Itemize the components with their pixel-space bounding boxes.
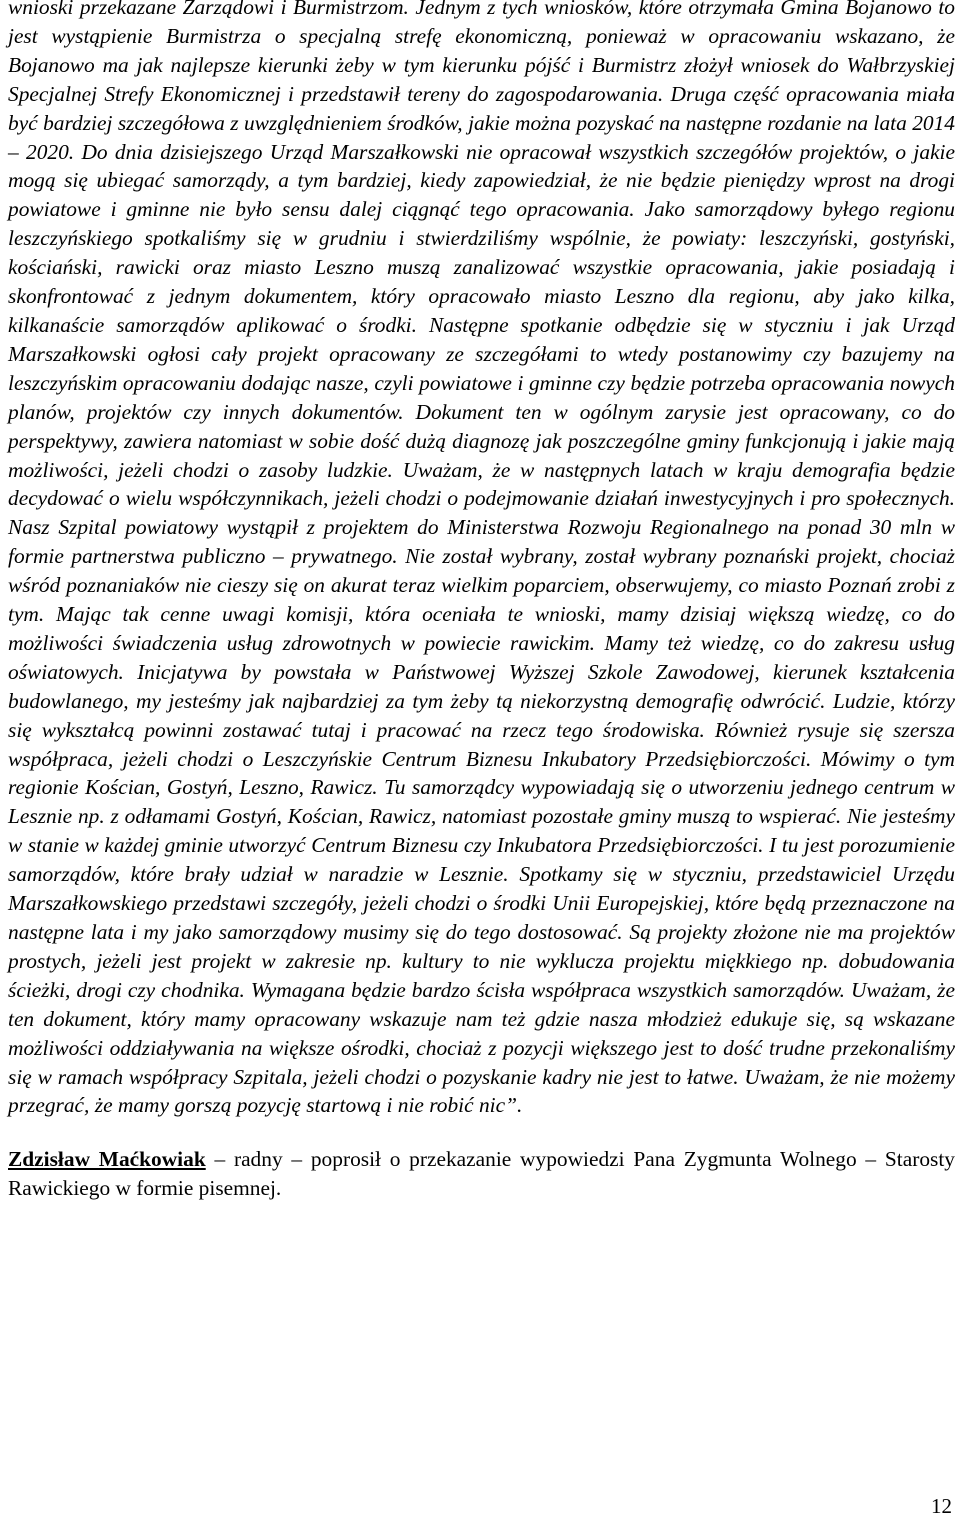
speech-paragraph: [8, 1145, 955, 1203]
main-paragraph-text: wnioski przekazane Zarządowi i Burmistrzom. Jednym z tych wniosków, które otrzymała Gmina Bojanowo to jest wystąpienie Burmistrza o specjalną strefę ekonomiczną, ponieważ w opracowaniu wskazano, że Bojanowo ma jak najlepsze kierunki żeby w tym kierunku pójść i Burmistrz złożył wniosek do Wałbrzyskiej Specjalnej Strefy Ekonomicznej i przedstawił tereny do zagospodarowania. Druga część opracowania miała być bardziej szczegółowa z uwzględnieniem środków, jakie można pozyskać na następne rozdanie na lata 2014 – 2020. Do dnia dzisiejszego Urząd Marszałkowski nie opracował wszystkich szczegółów projektów, o jakie mogą się ubiegać samorządy, a tym bardziej, kiedy zapowiedział, że nie będzie pieniędzy wprost na drogi powiatowe i gminne nie było sensu dalej ciągnąć tego opracowania. Jako samorządowy byłego regionu leszczyńskiego spotkaliśmy się w grudniu i stwierdziliśmy wspólnie, że powiaty: leszczyński, gostyński, kościański, rawicki oraz miasto Leszno muszą zanalizować wszystkie opracowania, jakie posiadają i skonfrontować z jednym dokumentem, który opracowało miasto Leszno dla regionu, aby jako kilka, kilkanaście samorządów aplikować o środki. Następne spotkanie odbędzie się w styczniu i jak Urząd Marszałkowski ogłosi cały projekt opracowany ze szczegółami to wtedy postanowimy czy bazujemy na leszczyńskim opracowaniu dodając nasze, czyli powiatowe i gminne czy będzie potrzeba opracowania nowych planów, projektów czy innych dokumentów. Dokument ten w ogólnym zarysie jest opracowany, co do perspektywy, zawiera natomiast w sobie dość dużą diagnozę jak poszczególne gminy funkcjonują i jakie mają możliwości, jeżeli chodzi o zasoby ludzkie. Uważam, że w następnych latach w kraju demografia będzie decydować o wielu współczynnikach, jeżeli chodzi o podejmowanie działań inwestycyjnych i pro społecznych. Nasz Szpital powiatowy wystąpił z projektem do Ministerstwa Rozwoju Regionalnego na ponad 30 mln w formie partnerstwa publiczno – prywatnego. Nie został wybrany, został wybrany poznański projekt, chociaż wśród poznaniaków nie cieszy się on akurat teraz wielkim poparciem, obserwujemy, co miasto Poznań zrobi z tym. Mając tak cenne uwagi komisji, która oceniała te wnioski, mamy dzisiaj większą wiedzę, co do możliwości świadczenia usług zdrowotnych w powiecie rawickim. Mamy też wiedzę, co do zakresu usług oświatowych. Inicjatywa by powstała w Państwowej Wyższej Szkole Zawodowej, kierunek kształcenia budowlanego, my jesteśmy jak najbardziej za tym żeby tą niekorzystną demografię odwrócić. Ludzie, którzy się wykształcą powinni zostawać tutaj i pracować na rzecz tego środowiska. Również rysuje się szersza współpraca, jeżeli chodzi o Leszczyńskie Centrum Biznesu Inkubatory Przedsiębiorczości. Mówimy o tym regionie Kościan, Gostyń, Leszno, Rawicz. Tu samorządcy wypowiadają się o utworzeniu jednego centrum w Lesznie np. z odłamami Gostyń, Kościan, Rawicz, natomiast pozostałe gminy muszą to wspierać. Nie jesteśmy w stanie w każdej gminie utworzyć Centrum Biznesu czy Inkubatora Przedsiębiorczości. I tu jest porozumienie samorządów, które brały udział w naradzie w Lesznie. Spotkamy się w styczniu, przedstawiciel Urzędu Marszałkowskiego przedstawi szczegóły, jeżeli chodzi o środki Unii Europejskiej, które będą przeznaczone na następne lata i my jako samorządowy musimy się do tego dostosować. Są projekty złożone nie ma projektów prostych, jeżeli jest projekt w zakresie np. kultury to nie wyklucza projektu miękkiego np. dobudowania ścieżki, drogi czy chodnika. Wymagana będzie bardzo ścisła współpraca wszystkich samorządów. Uważam, że ten dokument, który mamy opracowany wskazuje nam też gdzie nasza młodzież edukuje się, są wskazane możliwości oddziaływania na większe ośrodki, chociaż z pozycji większego jest to dość trudne przekonaliśmy się w ramach współpracy Szpitala, jeżeli chodzi o pozyskanie kadry nie jest to łatwe. Uważam, że nie możemy przegrać, że mamy gorszą pozycję startową i nie robić nic”.: [8, 0, 955, 1118]
document-page: [8, 0, 955, 1203]
speaker-name: Zdzisław Maćkowiak: [8, 1147, 206, 1172]
page-number: 12: [931, 1494, 952, 1518]
main-paragraph: [8, 0, 955, 1120]
speech-text: – radny – poprosił o przekazanie wypowiedzi Pana Zygmunta Wolnego – Starosty Rawickiego w formie pisemnej.: [8, 1147, 956, 1201]
